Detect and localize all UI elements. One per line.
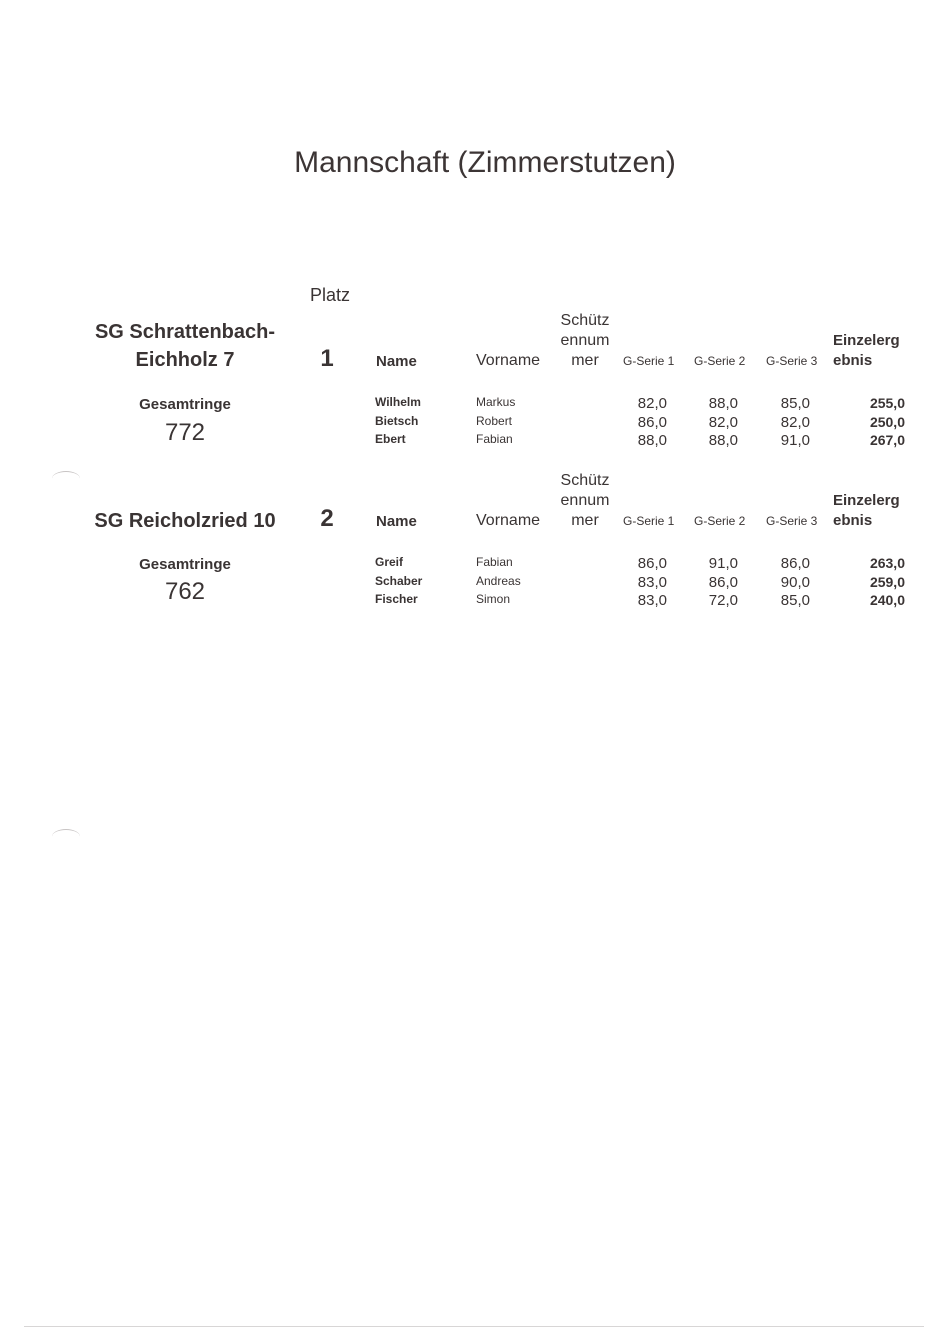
serie-1-value: 86,0 [637,555,667,572]
gesamtringe-value: 772 [164,419,206,446]
platz-column-header: Platz [310,285,351,305]
shooter-list [370,555,910,611]
column-header-vorname: Vorname [476,352,541,369]
column-header-serie-1: G-Serie 1 [623,354,675,368]
shooter-vorname: Andreas [476,573,521,588]
serie-1-value: 88,0 [637,432,667,449]
column-header-serie-3: G-Serie 3 [766,514,818,528]
column-header-serie-2: G-Serie 2 [694,354,746,368]
shooter-vorname: Fabian [476,555,513,569]
shooter-list [370,395,910,451]
einzelergebnis-value: 240,0 [869,592,905,608]
shooter-row [370,395,910,414]
column-header-schuetzennummer: Schütz ennum mer [560,312,610,369]
shooter-row [370,555,910,574]
serie-2-value: 86,0 [708,573,738,591]
shooter-row [370,432,910,451]
einzelergebnis-value: 267,0 [869,432,905,448]
shooter-vorname: Simon [476,592,511,606]
page-title: Mannschaft (Zimmerstutzen) [294,146,676,179]
serie-3-value: 90,0 [780,573,810,591]
einzelergebnis-value: 255,0 [869,395,905,411]
serie-3-value: 85,0 [780,395,810,412]
shooter-row [370,574,910,593]
team-rank: 1 [320,345,334,372]
punch-hole-mark [52,829,80,844]
einzelergebnis-value: 250,0 [869,413,905,430]
column-header-serie-2: G-Serie 2 [694,514,746,528]
einzelergebnis-value: 263,0 [869,555,905,571]
column-header-einzelergebnis: Einzelerg ebnis [833,492,900,529]
serie-1-value: 82,0 [637,395,667,412]
team-name: SG Reicholzried 10 [94,510,276,532]
shooter-name: Wilhelm [375,395,421,409]
shooter-row [370,414,910,433]
serie-1-value: 83,0 [637,573,667,591]
serie-1-value: 86,0 [637,413,667,431]
serie-2-value: 82,0 [708,413,738,431]
shooter-vorname: Markus [476,395,516,409]
serie-3-value: 85,0 [780,592,810,609]
page-bottom-edge [24,1326,924,1327]
shooter-name: Greif [375,555,404,569]
serie-3-value: 82,0 [780,413,810,431]
column-header-name: Name [376,353,417,370]
column-header-einzelergebnis: Einzelerg ebnis [833,332,900,369]
gesamtringe-label: Gesamtringe [139,556,231,573]
shooter-vorname: Robert [476,413,513,428]
serie-2-value: 88,0 [708,432,738,449]
shooter-vorname: Fabian [476,432,513,446]
shooter-row [370,592,910,611]
punch-hole-mark [52,471,80,486]
serie-2-value: 72,0 [708,592,738,609]
team-name: SG Schrattenbach-Eichholz 7 [94,321,276,371]
gesamtringe-label: Gesamtringe [139,396,231,413]
shooter-name: Fischer [375,592,418,606]
column-header-schuetzennummer: Schütz ennum mer [560,472,610,529]
gesamtringe-value: 762 [164,578,206,605]
shooter-name: Ebert [375,432,406,446]
column-header-serie-1: G-Serie 1 [623,514,675,528]
einzelergebnis-value: 259,0 [869,573,905,590]
serie-2-value: 91,0 [708,555,738,572]
serie-3-value: 86,0 [780,555,810,572]
team-rank: 2 [320,505,334,532]
serie-2-value: 88,0 [708,395,738,412]
column-header-name: Name [376,513,417,530]
serie-1-value: 83,0 [637,592,667,609]
shooter-name: Bietsch [375,413,419,428]
column-header-serie-3: G-Serie 3 [766,354,818,368]
column-header-vorname: Vorname [476,512,541,529]
shooter-name: Schaber [375,573,423,588]
serie-3-value: 91,0 [780,432,810,449]
